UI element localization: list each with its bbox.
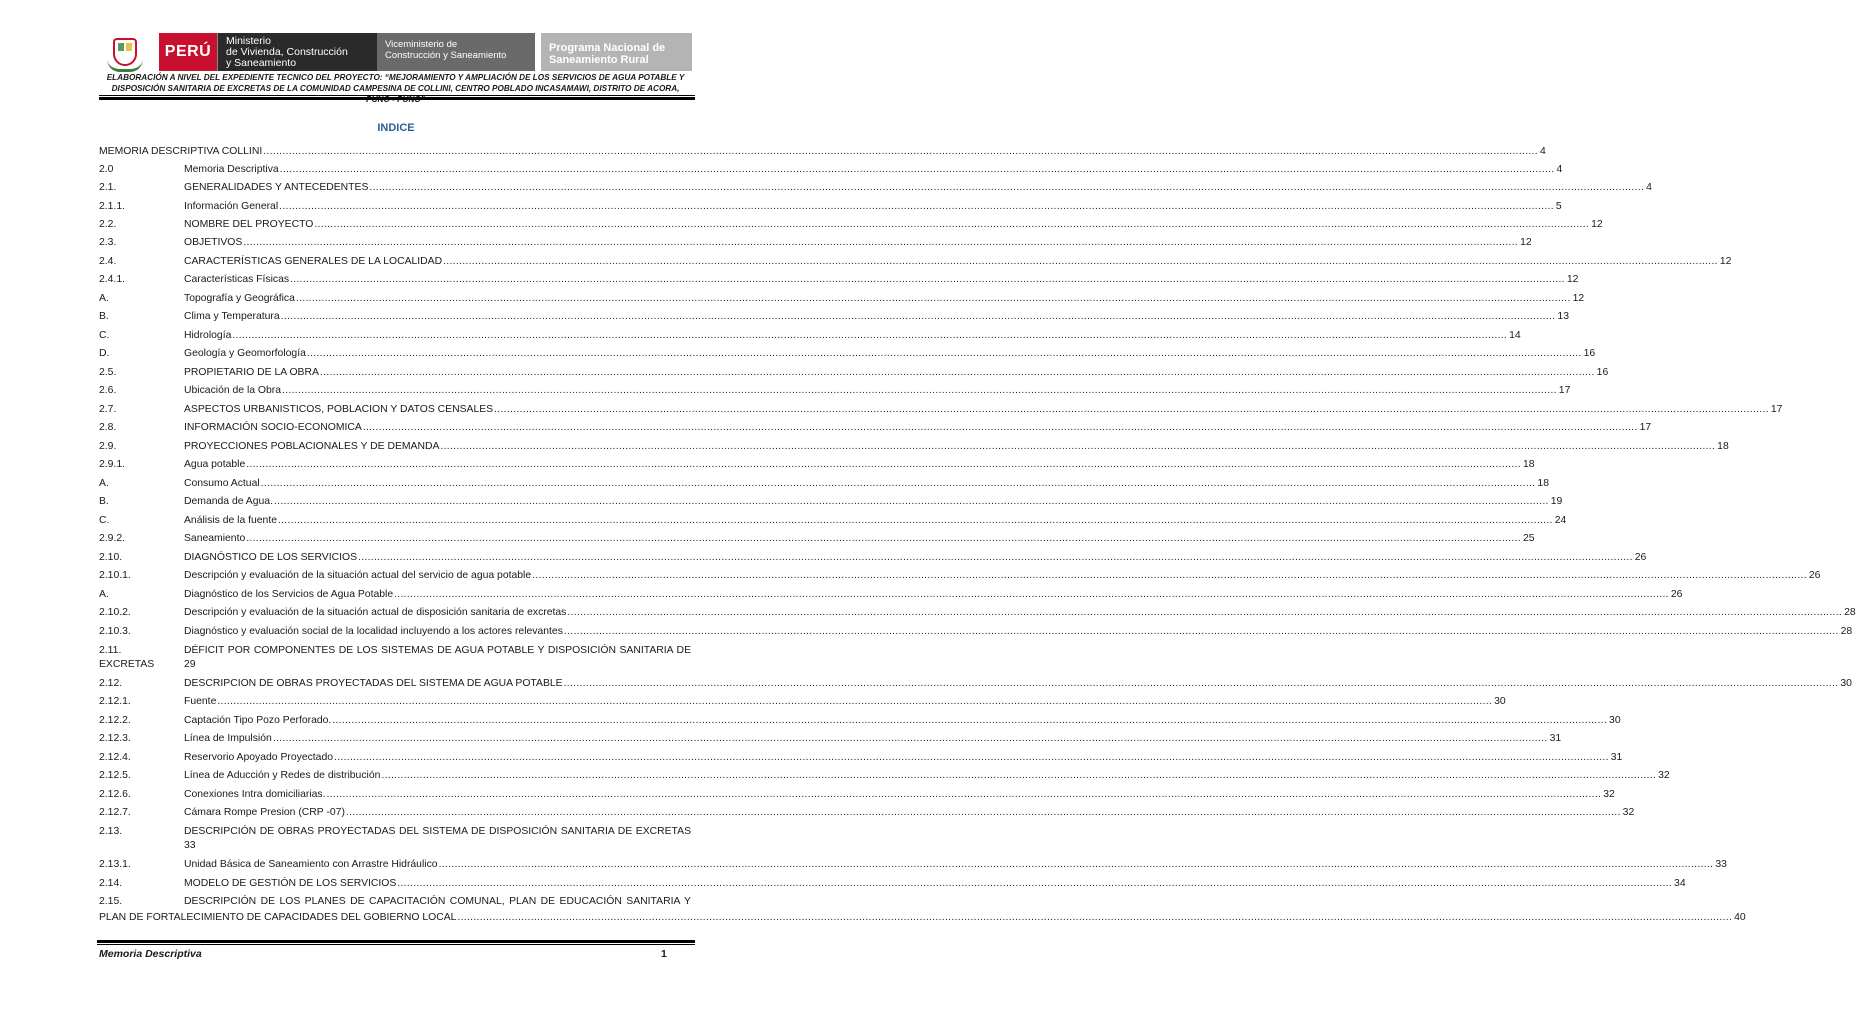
dot-leader: ................................................................................................................................................................................................................................................................................................................................................................................................................ — [306, 348, 1582, 359]
toc-title: OBJETIVOS — [184, 237, 243, 248]
dot-leader: ................................................................................................................................................................................................................................................................................................................................................................................................................ — [326, 789, 1602, 800]
toc-entry[interactable] — [99, 292, 1585, 306]
toc-title: Agua potable — [184, 459, 246, 470]
toc-title: Cámara Rompe Presion (CRP -07) — [184, 807, 345, 818]
ministry-logo: Ministerio de Vivienda, Construcción y Saneamiento — [217, 33, 377, 71]
header-divider — [99, 95, 695, 96]
toc-number: 2.12.1. — [99, 696, 131, 707]
toc-title: Descripción y evaluación de la situación actual de disposición sanitaria de excretas — [184, 607, 567, 618]
toc-page-number: 26 — [1670, 589, 1683, 600]
dot-leader: ................................................................................................................................................................................................................................................................................................................................................................................................................ — [358, 552, 1633, 563]
toc-page-number: 28 — [1840, 626, 1853, 637]
dot-leader: ................................................................................................................................................................................................................................................................................................................................................................................................................ — [563, 626, 1839, 637]
toc-number: 2.5. — [99, 367, 117, 378]
toc-number: 2.12.7. — [99, 807, 131, 818]
toc-number: 2.0 — [99, 164, 114, 175]
toc-entry[interactable] — [99, 347, 1596, 361]
toc-entry[interactable] — [99, 236, 1532, 250]
toc-page-number: 24 — [1554, 515, 1567, 526]
toc-entry[interactable] — [99, 145, 1546, 159]
dot-leader: ................................................................................................................................................................................................................................................................................................................................................................................................................ — [332, 715, 1608, 726]
toc-number: 2.11. — [99, 645, 122, 656]
toc-number: 2.8. — [99, 422, 117, 433]
toc-page-number: 19 — [1550, 496, 1563, 507]
toc-title: DIAGNÓSTICO DE LOS SERVICIOS — [184, 552, 358, 563]
dot-leader: ................................................................................................................................................................................................................................................................................................................................................................................................................ — [246, 533, 1521, 544]
toc-entry[interactable] — [99, 551, 1647, 565]
toc-entry[interactable] — [99, 732, 1562, 746]
toc-title: Diagnóstico de los Servicios de Agua Potable — [184, 589, 394, 600]
toc-title: Saneamiento — [184, 533, 246, 544]
toc-title: DESCRIPCION DE OBRAS PROYECTADAS DEL SISTEMA DE AGUA POTABLE — [184, 678, 563, 689]
toc-title: Hidrología — [184, 330, 232, 341]
dot-leader: ................................................................................................................................................................................................................................................................................................................................................................................................................ — [273, 496, 1549, 507]
toc-title: Demanda de Agua. — [184, 496, 273, 507]
toc-number: 2.10.3. — [99, 626, 131, 637]
toc-entry[interactable] — [99, 366, 1609, 380]
toc-entry[interactable] — [99, 895, 692, 909]
toc-page-number: 4 — [1539, 146, 1546, 157]
dot-leader: ................................................................................................................................................................................................................................................................................................................................................................................................................ — [563, 678, 1839, 689]
toc-entry[interactable] — [99, 825, 692, 839]
toc-entry[interactable] — [99, 644, 692, 658]
toc-title: CARACTERÍSTICAS GENERALES DE LA LOCALIDAD — [184, 256, 443, 267]
toc-number: 2.12.2. — [99, 715, 131, 726]
toc-entry[interactable] — [99, 421, 1652, 435]
toc-number: 2.9.1. — [99, 459, 125, 470]
dot-leader: ................................................................................................................................................................................................................................................................................................................................................................................................................ — [438, 859, 1714, 870]
toc-entry[interactable] — [99, 588, 1683, 602]
toc-number: 2.10.2. — [99, 607, 131, 618]
toc-page-number: 33 — [1715, 859, 1727, 870]
toc-page-number: 13 — [1557, 311, 1569, 322]
toc-page-number: 30 — [1609, 715, 1621, 726]
header-banner — [99, 33, 692, 71]
toc-entry[interactable] — [99, 769, 1670, 783]
toc-page-number: 31 — [1549, 733, 1562, 744]
footer-title: Memoria Descriptiva — [99, 948, 202, 960]
toc-page-number: 29 — [184, 659, 196, 670]
toc-number: D. — [99, 348, 110, 359]
toc-title: Reservorio Apoyado Proyectado — [184, 752, 334, 763]
dot-leader: ................................................................................................................................................................................................................................................................................................................................................................................................................ — [290, 274, 1565, 285]
dot-leader: ................................................................................................................................................................................................................................................................................................................................................................................................................ — [443, 256, 1718, 267]
toc-page-number: 17 — [1770, 404, 1783, 415]
toc-number: C. — [99, 330, 110, 341]
dot-leader: ................................................................................................................................................................................................................................................................................................................................................................................................................ — [362, 422, 1638, 433]
dot-leader: ................................................................................................................................................................................................................................................................................................................................................................................................................ — [278, 515, 1553, 526]
toc-title: Ubicación de la Obra — [184, 385, 282, 396]
toc-page-number: 18 — [1717, 441, 1729, 452]
toc-entry[interactable] — [99, 384, 1571, 398]
dot-leader: ................................................................................................................................................................................................................................................................................................................................................................................................................ — [260, 478, 1536, 489]
toc-entry[interactable] — [99, 714, 1621, 728]
toc-number: 2.12.4. — [99, 752, 131, 763]
toc-entry[interactable] — [99, 218, 1603, 232]
toc-title: Clima y Temperatura — [184, 311, 280, 322]
toc-title: Fuente — [184, 696, 217, 707]
toc-title: Memoria Descriptiva — [184, 164, 279, 175]
toc-title: GENERALIDADES Y ANTECEDENTES — [184, 182, 369, 193]
toc-entry[interactable] — [99, 625, 1853, 639]
toc-number: 2.15. — [99, 896, 123, 907]
footer-divider-thin — [97, 944, 695, 945]
dot-leader: ................................................................................................................................................................................................................................................................................................................................................................................................................ — [263, 146, 1538, 157]
footer-divider — [97, 940, 695, 943]
toc-entry[interactable] — [99, 788, 1615, 802]
toc-number: 2.7. — [99, 404, 117, 415]
toc-number: 2.12. — [99, 678, 123, 689]
dot-leader: ................................................................................................................................................................................................................................................................................................................................................................................................................ — [319, 367, 1595, 378]
toc-page-number: 26 — [1808, 570, 1821, 581]
toc-page-number: 12 — [1520, 237, 1532, 248]
dot-leader: ................................................................................................................................................................................................................................................................................................................................................................................................................ — [279, 164, 1555, 175]
dot-leader: ................................................................................................................................................................................................................................................................................................................................................................................................................ — [243, 237, 1519, 248]
toc-number: A. — [99, 478, 109, 489]
toc-entry[interactable] — [99, 181, 1652, 195]
toc-title: Análisis de la fuente — [184, 515, 277, 526]
toc-number: 2.4. — [99, 256, 117, 267]
toc-page-number: 28 — [1844, 607, 1856, 618]
header-divider-thick — [99, 97, 695, 100]
toc-page-number: 12 — [1566, 274, 1579, 285]
toc-page-number: 31 — [1610, 752, 1623, 763]
toc-title: ASPECTOS URBANISTICOS, POBLACION Y DATOS CENSALES — [184, 404, 494, 415]
dot-leader: ................................................................................................................................................................................................................................................................................................................................................................................................................ — [232, 330, 1508, 341]
toc-title: MEMORIA DESCRIPTIVA COLLINI — [99, 146, 263, 157]
toc-title: Conexiones Intra domiciliarias. — [184, 789, 326, 800]
toc-title: Línea de Impulsión — [184, 733, 272, 744]
toc-number: 2.1. — [99, 182, 117, 193]
toc-entry[interactable] — [99, 495, 1563, 509]
toc-entry[interactable] — [99, 310, 1569, 324]
dot-leader: ................................................................................................................................................................................................................................................................................................................................................................................................................ — [279, 201, 1554, 212]
toc-entry[interactable] — [99, 329, 1521, 343]
toc-title: Geología y Geomorfología — [184, 348, 306, 359]
toc-entry[interactable] — [99, 695, 1506, 709]
toc-number: 2.12.5. — [99, 770, 131, 781]
toc-entry[interactable] — [99, 273, 1579, 287]
toc-title: PROYECCIONES POBLACIONALES Y DE DEMANDA — [184, 441, 440, 452]
toc-page-number: 4 — [1556, 164, 1563, 175]
toc-page-number: 32 — [1622, 807, 1635, 818]
toc-number: 2.1.1. — [99, 201, 125, 212]
toc-title: Información General — [184, 201, 279, 212]
toc-title: DESCRIPCIÓN DE OBRAS PROYECTADAS DEL SISTEMA DE DISPOSICIÓN SANITARIA DE EXCRETAS — [184, 826, 691, 837]
toc-entry[interactable] — [99, 440, 1729, 454]
dot-leader: ................................................................................................................................................................................................................................................................................................................................................................................................................ — [282, 385, 1557, 396]
dot-leader: ................................................................................................................................................................................................................................................................................................................................................................................................................ — [314, 219, 1590, 230]
toc-page-number: 26 — [1634, 552, 1647, 563]
dot-leader: ................................................................................................................................................................................................................................................................................................................................................................................................................ — [567, 607, 1843, 618]
toc-page-number: 40 — [1734, 912, 1746, 923]
country-logo: PERÚ — [159, 33, 217, 71]
toc-entry[interactable] — [99, 677, 1852, 691]
toc-number: 2.2. — [99, 219, 117, 230]
dot-leader: ................................................................................................................................................................................................................................................................................................................................................................................................................ — [369, 182, 1645, 193]
dot-leader: ................................................................................................................................................................................................................................................................................................................................................................................................................ — [345, 807, 1621, 818]
toc-number: C. — [99, 515, 110, 526]
toc-entry[interactable] — [99, 606, 1856, 620]
dot-leader: ................................................................................................................................................................................................................................................................................................................................................................................................................ — [532, 570, 1807, 581]
toc-title: Diagnóstico y evaluación social de la localidad incluyendo a los actores relevantes — [184, 626, 563, 637]
toc-page-number: 5 — [1555, 201, 1562, 212]
toc-title: Topografía y Geográfica — [184, 293, 295, 304]
toc-number: 2.14. — [99, 878, 123, 889]
toc-number: 2.12.6. — [99, 789, 131, 800]
toc-entry[interactable] — [99, 877, 1686, 891]
toc-page-number: 32 — [1603, 789, 1615, 800]
project-title: ELABORACIÓN A NIVEL DEL EXPEDIENTE TECNICO DEL PROYECTO: “MEJORAMIENTO Y AMPLIACIÓN DE LOS SERVICIOS DE AGUA POTABLE Y DISPOSICIÓN SANITARIA DE EXCRETAS DE LA COMUNIDAD CAMPESINA DE COLLINI, CENTRO POBLADO INCASAMAWI, DISTRITO DE ACORA, — [106, 73, 685, 93]
toc-title: DÉFICIT POR COMPONENTES DE LOS SISTEMAS DE AGUA POTABLE Y DISPOSICIÓN SANITARIA DE — [184, 645, 691, 656]
toc-number: A. — [99, 589, 109, 600]
viceministry-logo: Viceministerio de Construcción y Saneamiento — [377, 33, 535, 71]
toc-number: 2.12.3. — [99, 733, 131, 744]
toc-entry[interactable] — [99, 911, 1746, 925]
toc-entry[interactable] — [99, 403, 1783, 417]
dot-leader: ................................................................................................................................................................................................................................................................................................................................................................................................................ — [217, 696, 1493, 707]
toc-number: B. — [99, 496, 109, 507]
toc-page-number: 18 — [1523, 459, 1535, 470]
dot-leader: ................................................................................................................................................................................................................................................................................................................................................................................................................ — [246, 459, 1521, 470]
toc-title: Descripción y evaluación de la situación actual del servicio de agua potable — [184, 570, 532, 581]
toc-number: 2.3. — [99, 237, 117, 248]
toc-number: 2.10.1. — [99, 570, 131, 581]
dot-leader: ................................................................................................................................................................................................................................................................................................................................................................................................................ — [440, 441, 1716, 452]
dot-leader: ................................................................................................................................................................................................................................................................................................................................................................................................................ — [272, 733, 1548, 744]
dot-leader: ................................................................................................................................................................................................................................................................................................................................................................................................................ — [381, 770, 1657, 781]
toc-page-number: 17 — [1558, 385, 1571, 396]
dot-leader: ................................................................................................................................................................................................................................................................................................................................................................................................................ — [394, 589, 1669, 600]
toc-number: 2.9.2. — [99, 533, 125, 544]
toc-entry[interactable] — [99, 532, 1535, 546]
toc-title: PLAN DE FORTALECIMIENTO DE CAPACIDADES DEL GOBIERNO LOCAL — [99, 912, 457, 923]
toc-page-number: 18 — [1537, 478, 1549, 489]
dot-leader: ................................................................................................................................................................................................................................................................................................................................................................................................................ — [494, 404, 1769, 415]
dot-leader: ................................................................................................................................................................................................................................................................................................................................................................................................................ — [295, 293, 1571, 304]
toc-entry[interactable] — [99, 255, 1732, 269]
toc-page-number: 12 — [1719, 256, 1732, 267]
toc-title: PROPIETARIO DE LA OBRA — [184, 367, 319, 378]
toc-page-number: 32 — [1658, 770, 1670, 781]
toc-entry[interactable] — [99, 858, 1727, 872]
toc-title: Características Físicas — [184, 274, 290, 285]
program-logo: Programa Nacional de Saneamiento Rural — [541, 33, 692, 71]
toc-number: EXCRETAS — [99, 659, 155, 670]
toc-page-number: 14 — [1509, 330, 1521, 341]
toc-entry[interactable] — [99, 751, 1623, 765]
toc-title: NOMBRE DEL PROYECTO — [184, 219, 314, 230]
toc-number: 2.13. — [99, 826, 123, 837]
toc-page-number: 4 — [1646, 182, 1652, 193]
toc-page-number: 30 — [1494, 696, 1506, 707]
toc-page-number: 12 — [1572, 293, 1585, 304]
toc-title: Consumo Actual — [184, 478, 260, 489]
toc-entry[interactable] — [99, 514, 1567, 528]
toc-entry[interactable] — [99, 200, 1562, 214]
toc-title: DESCRIPCIÓN DE LOS PLANES DE CAPACITACIÓN COMUNAL, PLAN DE EDUCACIÓN SANITARIA Y — [184, 896, 691, 907]
toc-title: Línea de Aducción y Redes de distribución — [184, 770, 381, 781]
dot-leader: ................................................................................................................................................................................................................................................................................................................................................................................................................ — [457, 912, 1733, 923]
toc-title: Captación Tipo Pozo Perforado. — [184, 715, 332, 726]
toc-title: INFORMACIÓN SOCIO-ECONOMICA — [184, 422, 362, 433]
page-number: 1 — [661, 948, 667, 960]
toc-page-number: 25 — [1522, 533, 1535, 544]
dot-leader: ................................................................................................................................................................................................................................................................................................................................................................................................................ — [334, 752, 1609, 763]
toc-number: 2.10. — [99, 552, 123, 563]
toc-page-number: 34 — [1674, 878, 1686, 889]
toc-number: B. — [99, 311, 109, 322]
toc-entry[interactable] — [99, 163, 1563, 177]
toc-entry[interactable] — [99, 658, 692, 672]
toc-entry[interactable] — [99, 806, 1635, 820]
toc-entry[interactable] — [99, 477, 1549, 491]
toc-number: 2.4.1. — [99, 274, 125, 285]
index-title: INDICE — [377, 122, 415, 134]
toc-number: 2.6. — [99, 385, 117, 396]
toc-page-number: 12 — [1591, 219, 1603, 230]
toc-number: A. — [99, 293, 109, 304]
toc-entry[interactable] — [99, 839, 692, 853]
toc-page-number: 17 — [1639, 422, 1652, 433]
toc-page-number: 33 — [184, 840, 196, 851]
dot-leader: ................................................................................................................................................................................................................................................................................................................................................................................................................ — [397, 878, 1673, 889]
toc-entry[interactable] — [99, 458, 1535, 472]
toc-page-number: 16 — [1583, 348, 1596, 359]
coat-of-arms-icon — [99, 33, 159, 71]
toc-page-number: 30 — [1840, 678, 1852, 689]
dot-leader: ................................................................................................................................................................................................................................................................................................................................................................................................................ — [280, 311, 1556, 322]
toc-number: 2.9. — [99, 441, 117, 452]
toc-entry[interactable] — [99, 569, 1821, 583]
toc-title: Unidad Básica de Saneamiento con Arrastre Hidráulico — [184, 859, 438, 870]
toc-number: 2.13.1. — [99, 859, 131, 870]
toc-page-number: 16 — [1596, 367, 1609, 378]
toc-title: MODELO DE GESTIÓN DE LOS SERVICIOS — [184, 878, 397, 889]
